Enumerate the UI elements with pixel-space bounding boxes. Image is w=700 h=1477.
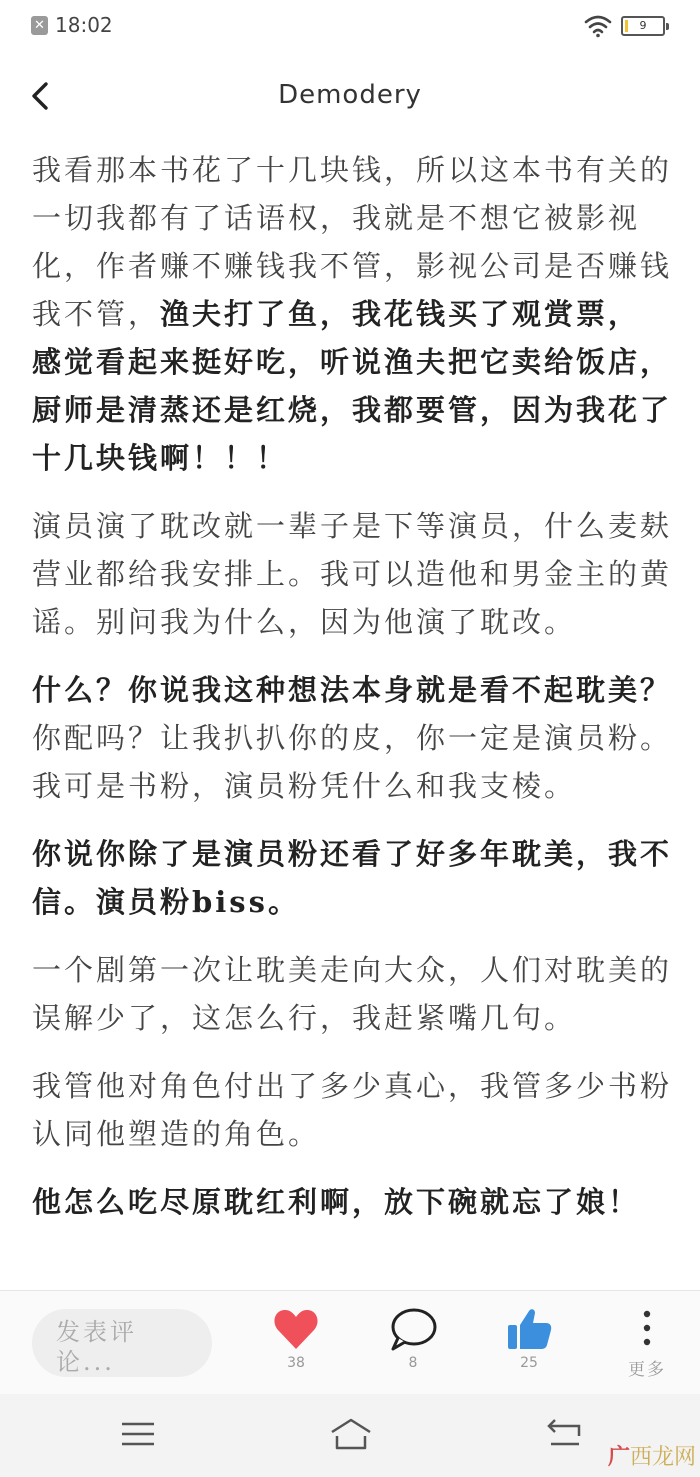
like-count: 38	[287, 1355, 305, 1371]
status-bar	[0, 0, 700, 52]
article-paragraph	[32, 830, 672, 926]
article-paragraph	[32, 1062, 672, 1158]
more-button[interactable]	[612, 1307, 682, 1380]
text-segment: 我看那本书花了十几块钱，所以这本书有关的一切我都有了话语权，我就是不想它被影视化，作者赚不赚钱我不管，影视公司是否赚钱我不管，	[32, 153, 672, 331]
bold-text-segment: 什么？你说我这种想法本身就是看不起耽美？	[32, 673, 672, 707]
notification-app-icon: ✕	[31, 16, 48, 35]
text-segment: 演员演了耽改就一辈子是下等演员，什么麦麸营业都给我安排上。我可以造他和男金主的黄谣。别问我为什么，因为他演了耽改。	[32, 509, 672, 639]
more-label: 更多	[628, 1360, 666, 1380]
comment-input[interactable]: 发表评论...	[32, 1309, 212, 1377]
system-nav-bar	[0, 1394, 700, 1477]
home-icon[interactable]	[328, 1414, 374, 1454]
article-paragraph	[32, 502, 672, 646]
bold-text-segment: 他怎么吃尽原耽红利啊，放下碗就忘了娘！	[32, 1185, 641, 1219]
article-paragraph	[32, 946, 672, 1042]
comment-count: 8	[408, 1355, 418, 1371]
speech-bubble-icon	[388, 1307, 438, 1351]
text-segment: 一个剧第一次让耽美走向大众，人们对耽美的误解少了，这怎么行，我赶紧嘴几句。	[32, 953, 672, 1035]
thumbs-up-count: 25	[520, 1355, 538, 1371]
article-paragraph	[32, 146, 672, 482]
action-bar	[0, 1290, 700, 1394]
bold-text-segment: 渔夫打了鱼，我花钱买了观赏票，感觉看起来挺好吃，听说渔夫把它卖给饭店，厨师是清蒸还是红烧，我都要管，因为我花了十几块钱啊！！！	[32, 297, 672, 475]
wifi-icon	[584, 14, 612, 38]
author-name[interactable]: Demodery	[278, 80, 422, 110]
battery-level-text: 9	[639, 19, 647, 32]
article-paragraph	[32, 1178, 672, 1226]
text-segment: 你配吗？让我扒扒你的皮，你一定是演员粉。我可是书粉，演员粉凭什么和我支棱。	[32, 721, 672, 803]
more-dots-icon	[637, 1307, 657, 1351]
menu-icon[interactable]	[118, 1414, 158, 1454]
header	[0, 62, 700, 132]
comment-button[interactable]	[378, 1307, 448, 1371]
thumbs-up-icon	[505, 1307, 553, 1351]
article-paragraph	[32, 666, 672, 810]
battery-icon	[621, 16, 665, 36]
watermark-logo: 广西龙网	[607, 1445, 696, 1470]
status-time: 18:02	[55, 13, 113, 37]
text-segment: 我管他对角色付出了多少真心，我管多少书粉认同他塑造的角色。	[32, 1069, 672, 1151]
heart-icon	[272, 1307, 320, 1351]
article-body	[32, 146, 672, 1282]
like-button[interactable]	[261, 1307, 331, 1371]
bold-text-segment: 你说你除了是演员粉还看了好多年耽美，我不信。演员粉biss。	[32, 837, 672, 919]
thumbs-up-button[interactable]	[494, 1307, 564, 1371]
back-switch-icon[interactable]	[545, 1414, 585, 1454]
